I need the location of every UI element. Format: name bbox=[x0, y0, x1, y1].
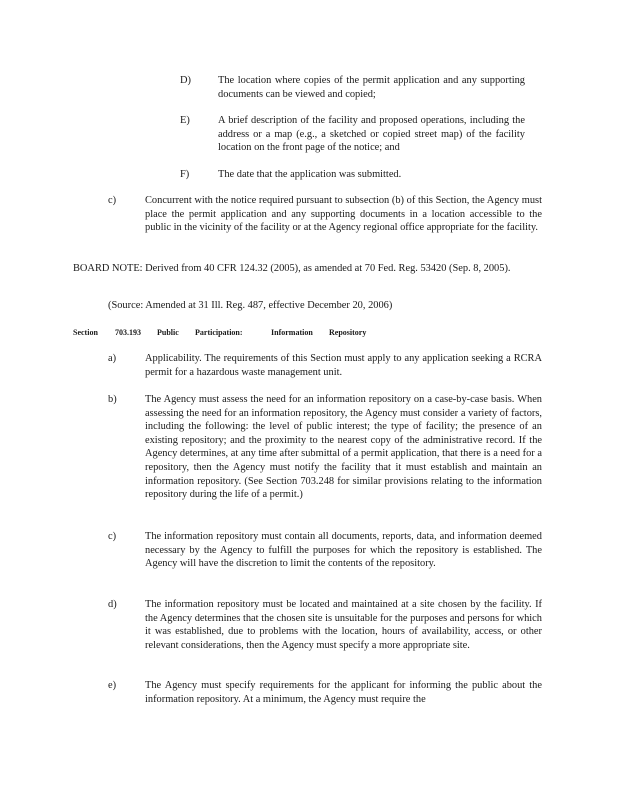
section-title-word: Participation: bbox=[195, 328, 243, 337]
list-item-F bbox=[180, 168, 525, 182]
section-title-word: Public bbox=[157, 328, 179, 337]
item-marker: d) bbox=[108, 599, 117, 610]
item-text: The information repository must be located and maintained at a site chosen by the facility. If the Agency determines that the chosen site is unsuitable for the purposes and persons for which it was established, due to problems with the location, hours of availability, access, or other relevant considerations, then the Agency must specify a more appropriate site. bbox=[145, 599, 542, 651]
item-text: The Agency must specify requirements for the applicant for informing the public about the information repository. At a minimum, the Agency must require the bbox=[145, 680, 542, 705]
section-title-word: Repository bbox=[329, 328, 367, 337]
item-marker: c) bbox=[108, 195, 117, 206]
list-item-E bbox=[180, 114, 525, 155]
list-item-e bbox=[108, 679, 542, 706]
item-marker: e) bbox=[108, 680, 117, 691]
list-item-a bbox=[108, 352, 542, 379]
item-text: Applicability. The requirements of this Section must apply to any application seeking a RCRA permit for a hazardous waste management unit. bbox=[145, 353, 542, 378]
list-item-c bbox=[108, 530, 542, 571]
list-item-d bbox=[108, 598, 542, 652]
item-text: Concurrent with the notice required pursuant to subsection (b) of this Section, the Agency must place the permit application and any supporting documents in a location accessible to the public in the vicinity of the facility or at the Agency regional office appropriate for the facility. bbox=[145, 195, 542, 234]
item-marker: c) bbox=[108, 531, 117, 542]
board-note: BOARD NOTE: Derived from 40 CFR 124.32 (2005), as amended at 70 Fed. Reg. 53420 (Sep. 8, 2005). bbox=[73, 263, 511, 274]
source-note: (Source: Amended at 31 Ill. Reg. 487, effective December 20, 2006) bbox=[108, 300, 393, 311]
item-marker: D) bbox=[180, 75, 191, 86]
item-text: A brief description of the facility and proposed operations, including the address or a map (e.g., a sketched or copied street map) of the facility location on the front page of the notice; and bbox=[218, 115, 525, 154]
item-text: The date that the application was submitted. bbox=[218, 169, 402, 180]
item-marker: b) bbox=[108, 394, 117, 405]
list-item-b bbox=[108, 393, 542, 502]
section-label: Section bbox=[73, 328, 98, 337]
item-text: The location where copies of the permit application and any supporting documents can be viewed and copied; bbox=[218, 75, 525, 100]
item-text: The Agency must assess the need for an information repository on a case-by-case basis. When assessing the need for an information repository, the Agency must consider a variety of factors, including the following: the level of public interest; the type of facility; the presence of an existing repository; and the proximity to the nearest copy of the administrative record. If the Agency determines, at any time after submittal of a permit application, that there is a need for a repository, then the Agency must notify the facility that it must establish and maintain an information repository. (See Section 703.248 for similar provisions relating to the information repository during the life of a permit.) bbox=[145, 394, 542, 501]
list-item-c-notice bbox=[108, 194, 542, 235]
section-title-word: Information bbox=[271, 328, 313, 337]
item-marker: a) bbox=[108, 353, 117, 364]
section-number: 703.193 bbox=[115, 328, 141, 337]
section-heading bbox=[73, 328, 366, 337]
item-marker: F) bbox=[180, 169, 190, 180]
item-marker: E) bbox=[180, 115, 190, 126]
item-text: The information repository must contain all documents, reports, data, and information deemed necessary by the Agency to fulfill the purposes for which the repository is established. The Agency will have the discretion to limit the contents of the repository. bbox=[145, 531, 542, 570]
list-item-D bbox=[180, 74, 525, 101]
